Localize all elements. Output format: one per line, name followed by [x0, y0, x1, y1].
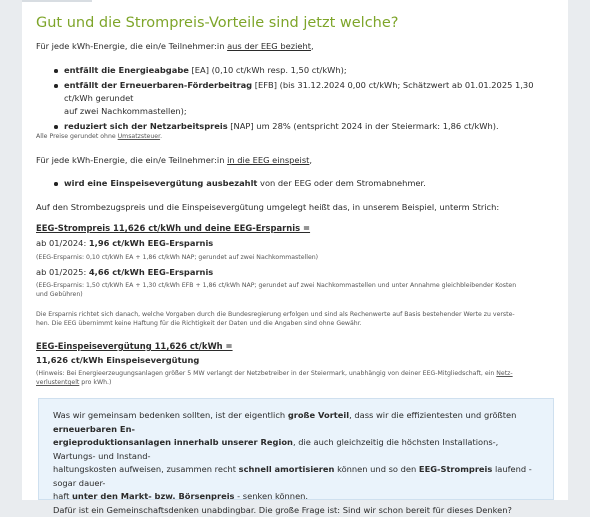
- list-item: [54, 79, 554, 118]
- einspeise-note-a: (Hinweis: Bei Energieerzeugungsanlagen größer 5 MW verlangt der Netzbetreiber in der Steiermark, unabhängig von deiner EEG-Mitgliedschaft, ein: [36, 370, 497, 377]
- savings-2025-note-a: (EEG-Ersparnis: 1,50 ct/kWh EA + 1,30 ct/kWh EFB + 1,86 ct/kWh NAP; gerundet auf zwei Nachkommastellen und unter Annahme gleichbleibender Kosten: [36, 282, 517, 289]
- intro-paragraph-1: [36, 40, 314, 52]
- prices-note: [36, 132, 162, 141]
- savings-2024: [36, 237, 213, 249]
- savings-2025-note: [36, 281, 516, 299]
- box-text: , die auch gleichzeitig die höchsten Installations-, Wartungs- und Instand-: [53, 437, 499, 461]
- box-text: , dass wir die effizientesten und größten: [349, 410, 517, 420]
- box-bold: unter den Markt- bzw. Börsenpreis: [72, 491, 235, 501]
- netzverlustentgelt-link-b[interactable]: verlustentgelt: [36, 379, 80, 386]
- benefits-list: [54, 64, 554, 133]
- box-text: Dafür ist ein Gemeinschaftsdenken unabdingbar. Die große Frage ist: Sind wir schon bereit für dieses Denken?: [53, 504, 512, 515]
- summary-line: Auf den Strombezugspreis und die Einspeisevergütung umgelegt heißt das, in unserem Beispiel, unterm Strich:: [36, 202, 500, 212]
- disclaimer: [36, 310, 515, 328]
- savings-2025-label: ab 01/2025:: [36, 267, 89, 277]
- savings-2025-value: 4,66 ct/kWh EEG-Ersparnis: [88, 267, 214, 277]
- box-bold: EEG-Strompreis: [418, 464, 493, 474]
- savings-2024-value: 1,96 ct/kWh EEG-Ersparnis: [88, 238, 214, 248]
- box-bold: große Vorteil: [287, 410, 350, 420]
- box-text: haltungskosten aufweisen, zusammen recht: [53, 464, 239, 474]
- bullet-bold: reduziert sich der Netzarbeitspreis: [64, 121, 228, 131]
- strompreis-heading: EEG-Strompreis 11,626 ct/kWh und deine EEG-Ersparnis =: [36, 223, 311, 233]
- section-title: Gut und die Strompreis-Vorteile sind jetzt welche?: [36, 15, 399, 31]
- box-text: haft: [53, 491, 73, 501]
- bullet-text: [EA] (0,10 ct/kWh resp. 1,50 ct/kWh);: [188, 65, 347, 75]
- netzverlustentgelt-link-a[interactable]: Netz-: [496, 370, 513, 377]
- box-bold: schnell amortisieren: [238, 464, 335, 474]
- box-bold: ergieproduktionsanlagen innerhalb unserer Region: [53, 437, 293, 447]
- disclaimer-a: Die Ersparnis richtet sich danach, welche Vorgaben durch die Bundesregierung erfolgen und sind als Rechenwerte auf Basis bestehender Werte zu verste-: [36, 311, 515, 318]
- bullet-text: [NAP] um 28% (entspricht 2024 in der Steiermark: 1,86 ct/kWh).: [227, 121, 499, 131]
- disclaimer-b: hen. Die EEG übernimmt keine Haftung für die Richtigkeit der Daten und die Angaben sind ohne Gewähr.: [36, 320, 362, 327]
- intro2-text: Für jede kWh-Energie, die ein/e Teilnehmer:in: [36, 155, 228, 165]
- savings-2024-note: (EEG-Ersparnis: 0,10 ct/kWh EA + 1,86 ct/kWh NAP; gerundet auf zwei Nachkommastellen): [36, 254, 319, 261]
- einspeise-heading: EEG-Einspeisevergütung 11,626 ct/kWh =: [36, 341, 233, 351]
- highlight-text: [53, 409, 543, 517]
- highlight-box: [38, 398, 554, 515]
- feed-in-list: [54, 177, 554, 190]
- box-text: können und so den: [334, 464, 419, 474]
- top-divider: [22, 0, 92, 2]
- bullet-text: von der EEG oder dem Stromabnehmer.: [257, 178, 426, 188]
- box-text: - senken können.: [234, 491, 309, 501]
- bullet-bold: wird eine Einspeisevergütung ausbezahlt: [64, 178, 258, 188]
- box-bold: erneuerbaren En-: [53, 423, 135, 434]
- einspeise-note-b: pro kWh.): [79, 379, 112, 386]
- bullet-text: [EFB] (bis 31.12.2024 0,00 ct/kWh; Schätzwert ab 01.01.2025 1,30 ct/kWh gerundet: [64, 80, 534, 103]
- umsatzsteuer-link[interactable]: Umsatzsteuer: [117, 133, 161, 140]
- savings-2025-note-b: und Gebühren): [36, 291, 83, 298]
- list-item: [54, 177, 554, 190]
- bullet-bold: entfällt der Erneuerbaren-Förderbeitrag: [64, 80, 253, 90]
- savings-2025: [36, 266, 213, 278]
- intro2-suffix: ,: [309, 155, 313, 165]
- intro1-suffix: ,: [311, 41, 314, 51]
- intro-paragraph-2: [36, 154, 312, 166]
- savings-2024-label: ab 01/2024:: [36, 238, 89, 248]
- prices-note-text: Alle Preise gerundet ohne: [36, 133, 118, 140]
- eeg-einspeist-link[interactable]: in die EEG einspeist: [227, 155, 310, 165]
- bullet-bold: entfällt die Energieabgabe: [64, 65, 189, 75]
- article-page: [22, 0, 568, 515]
- list-item: [54, 64, 554, 77]
- box-text: Was wir gemeinsam bedenken sollten, ist der eigentlich: [53, 410, 288, 420]
- prices-note-suffix: .: [160, 133, 163, 140]
- einspeise-note: [36, 369, 513, 387]
- box-text: laufend - sogar dauer-: [53, 464, 532, 488]
- eeg-bezieht-link[interactable]: aus der EEG bezieht: [227, 41, 312, 51]
- bullet-text-cont: auf zwei Nachkommastellen);: [64, 106, 187, 116]
- einspeise-value: 11,626 ct/kWh Einspeisevergütung: [36, 355, 200, 365]
- intro1-text: Für jede kWh-Energie, die ein/e Teilnehmer:in: [36, 41, 228, 51]
